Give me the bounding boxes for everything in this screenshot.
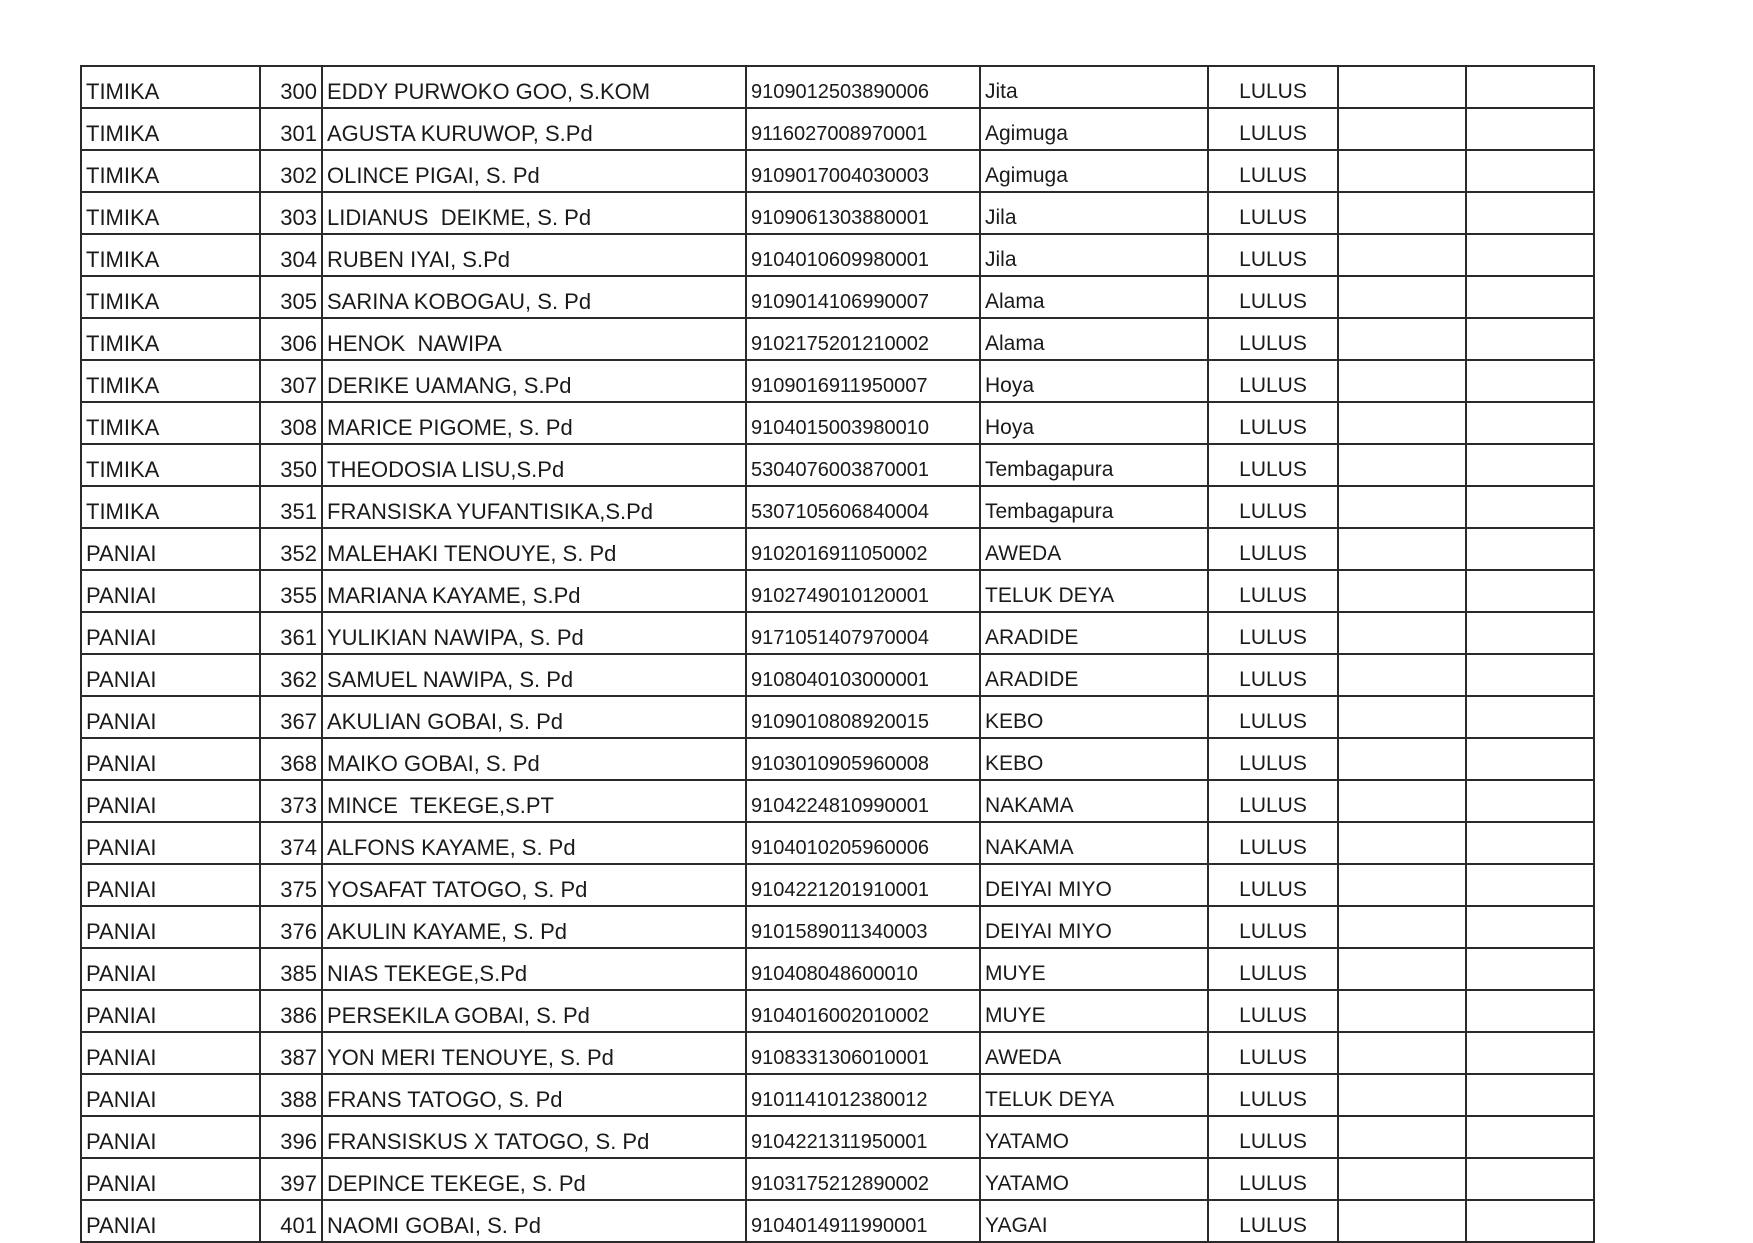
empty-cell [1466,1200,1594,1242]
location-cell: KEBO [980,696,1208,738]
number-cell: 373 [260,780,322,822]
empty-cell [1466,486,1594,528]
nik-cell: 9102749010120001 [746,570,980,612]
name-cell: EDDY PURWOKO GOO, S.KOM [322,66,746,108]
number-cell: 303 [260,192,322,234]
name-cell: FRANSISKA YUFANTISIKA,S.Pd [322,486,746,528]
number-cell: 401 [260,1200,322,1242]
empty-cell [1338,654,1466,696]
region-cell: TIMIKA [81,360,260,402]
nik-cell: 9104015003980010 [746,402,980,444]
nik-cell: 9103010905960008 [746,738,980,780]
region-cell: PANIAI [81,948,260,990]
empty-cell [1466,990,1594,1032]
region-cell: PANIAI [81,864,260,906]
number-cell: 368 [260,738,322,780]
name-cell: PERSEKILA GOBAI, S. Pd [322,990,746,1032]
empty-cell [1338,528,1466,570]
region-cell: TIMIKA [81,108,260,150]
name-cell: THEODOSIA LISU,S.Pd [322,444,746,486]
table-row [81,234,1594,276]
nik-cell: 9171051407970004 [746,612,980,654]
empty-cell [1338,402,1466,444]
empty-cell [1466,402,1594,444]
location-cell: Jita [980,66,1208,108]
number-cell: 397 [260,1158,322,1200]
status-cell: LULUS [1208,444,1338,486]
location-cell: ARADIDE [980,654,1208,696]
region-cell: PANIAI [81,780,260,822]
empty-cell [1466,1032,1594,1074]
nik-cell: 9109016911950007 [746,360,980,402]
region-cell: PANIAI [81,1200,260,1242]
table-row [81,990,1594,1032]
region-cell: TIMIKA [81,318,260,360]
nik-cell: 9104221201910001 [746,864,980,906]
status-cell: LULUS [1208,402,1338,444]
table-row [81,570,1594,612]
name-cell: AKULIN KAYAME, S. Pd [322,906,746,948]
name-cell: YULIKIAN NAWIPA, S. Pd [322,612,746,654]
name-cell: DERIKE UAMANG, S.Pd [322,360,746,402]
table-row [81,108,1594,150]
nik-cell: 5307105606840004 [746,486,980,528]
location-cell: DEIYAI MIYO [980,864,1208,906]
table-row [81,1032,1594,1074]
name-cell: LIDIANUS DEIKME, S. Pd [322,192,746,234]
location-cell: YAGAI [980,1200,1208,1242]
table-row [81,612,1594,654]
empty-cell [1338,234,1466,276]
location-cell: Agimuga [980,150,1208,192]
nik-cell: 9101141012380012 [746,1074,980,1116]
name-cell: MARIANA KAYAME, S.Pd [322,570,746,612]
status-cell: LULUS [1208,990,1338,1032]
region-cell: PANIAI [81,1116,260,1158]
location-cell: AWEDA [980,528,1208,570]
status-cell: LULUS [1208,66,1338,108]
status-cell: LULUS [1208,612,1338,654]
empty-cell [1338,192,1466,234]
location-cell: Tembagapura [980,486,1208,528]
status-cell: LULUS [1208,822,1338,864]
empty-cell [1338,1200,1466,1242]
empty-cell [1466,738,1594,780]
status-cell: LULUS [1208,1200,1338,1242]
status-cell: LULUS [1208,528,1338,570]
number-cell: 355 [260,570,322,612]
empty-cell [1466,276,1594,318]
nik-cell: 9109017004030003 [746,150,980,192]
table-row [81,150,1594,192]
region-cell: TIMIKA [81,192,260,234]
nik-cell: 9101589011340003 [746,906,980,948]
empty-cell [1338,612,1466,654]
location-cell: Agimuga [980,108,1208,150]
status-cell: LULUS [1208,486,1338,528]
empty-cell [1466,66,1594,108]
number-cell: 374 [260,822,322,864]
table-row [81,654,1594,696]
location-cell: NAKAMA [980,780,1208,822]
table-body [81,66,1594,1242]
empty-cell [1338,1116,1466,1158]
name-cell: FRANSISKUS X TATOGO, S. Pd [322,1116,746,1158]
table-row [81,780,1594,822]
table-row [81,276,1594,318]
name-cell: SARINA KOBOGAU, S. Pd [322,276,746,318]
empty-cell [1338,906,1466,948]
name-cell: AGUSTA KURUWOP, S.Pd [322,108,746,150]
number-cell: 304 [260,234,322,276]
location-cell: TELUK DEYA [980,570,1208,612]
name-cell: OLINCE PIGAI, S. Pd [322,150,746,192]
table-row [81,1074,1594,1116]
empty-cell [1338,1158,1466,1200]
region-cell: TIMIKA [81,150,260,192]
nik-cell: 9108040103000001 [746,654,980,696]
number-cell: 385 [260,948,322,990]
region-cell: TIMIKA [81,444,260,486]
nik-cell: 9104016002010002 [746,990,980,1032]
nik-cell: 9109014106990007 [746,276,980,318]
status-cell: LULUS [1208,864,1338,906]
number-cell: 307 [260,360,322,402]
nik-cell: 9104014911990001 [746,1200,980,1242]
empty-cell [1466,150,1594,192]
empty-cell [1338,570,1466,612]
name-cell: FRANS TATOGO, S. Pd [322,1074,746,1116]
number-cell: 367 [260,696,322,738]
empty-cell [1466,234,1594,276]
table-row [81,1200,1594,1242]
region-cell: PANIAI [81,528,260,570]
status-cell: LULUS [1208,318,1338,360]
empty-cell [1338,1074,1466,1116]
table-row [81,360,1594,402]
number-cell: 300 [260,66,322,108]
number-cell: 350 [260,444,322,486]
location-cell: KEBO [980,738,1208,780]
empty-cell [1338,738,1466,780]
region-cell: PANIAI [81,1158,260,1200]
name-cell: MALEHAKI TENOUYE, S. Pd [322,528,746,570]
region-cell: TIMIKA [81,402,260,444]
name-cell: MARICE PIGOME, S. Pd [322,402,746,444]
status-cell: LULUS [1208,570,1338,612]
location-cell: Jila [980,234,1208,276]
empty-cell [1466,444,1594,486]
table-row [81,1116,1594,1158]
number-cell: 388 [260,1074,322,1116]
empty-cell [1466,1158,1594,1200]
table-row [81,444,1594,486]
location-cell: Jila [980,192,1208,234]
number-cell: 387 [260,1032,322,1074]
number-cell: 305 [260,276,322,318]
table-row [81,1158,1594,1200]
region-cell: PANIAI [81,1074,260,1116]
location-cell: ARADIDE [980,612,1208,654]
location-cell: Hoya [980,402,1208,444]
status-cell: LULUS [1208,780,1338,822]
name-cell: NAOMI GOBAI, S. Pd [322,1200,746,1242]
region-cell: PANIAI [81,612,260,654]
location-cell: Tembagapura [980,444,1208,486]
empty-cell [1466,822,1594,864]
location-cell: TELUK DEYA [980,1074,1208,1116]
number-cell: 352 [260,528,322,570]
empty-cell [1338,780,1466,822]
nik-cell: 9104010609980001 [746,234,980,276]
empty-cell [1466,108,1594,150]
status-cell: LULUS [1208,1158,1338,1200]
nik-cell: 5304076003870001 [746,444,980,486]
region-cell: PANIAI [81,570,260,612]
empty-cell [1338,360,1466,402]
location-cell: AWEDA [980,1032,1208,1074]
table-row [81,696,1594,738]
nik-cell: 9104224810990001 [746,780,980,822]
location-cell: Alama [980,318,1208,360]
empty-cell [1466,612,1594,654]
nik-cell: 9109010808920015 [746,696,980,738]
name-cell: MINCE TEKEGE,S.PT [322,780,746,822]
empty-cell [1466,906,1594,948]
results-table [80,65,1595,1243]
region-cell: TIMIKA [81,276,260,318]
empty-cell [1466,1116,1594,1158]
name-cell: NIAS TEKEGE,S.Pd [322,948,746,990]
name-cell: YOSAFAT TATOGO, S. Pd [322,864,746,906]
region-cell: PANIAI [81,906,260,948]
location-cell: NAKAMA [980,822,1208,864]
number-cell: 386 [260,990,322,1032]
nik-cell: 9103175212890002 [746,1158,980,1200]
status-cell: LULUS [1208,948,1338,990]
table-row [81,486,1594,528]
location-cell: Alama [980,276,1208,318]
empty-cell [1338,696,1466,738]
name-cell: RUBEN IYAI, S.Pd [322,234,746,276]
name-cell: HENOK NAWIPA [322,318,746,360]
table-row [81,864,1594,906]
status-cell: LULUS [1208,360,1338,402]
name-cell: ALFONS KAYAME, S. Pd [322,822,746,864]
number-cell: 362 [260,654,322,696]
status-cell: LULUS [1208,906,1338,948]
region-cell: PANIAI [81,696,260,738]
number-cell: 302 [260,150,322,192]
status-cell: LULUS [1208,1116,1338,1158]
table-row [81,402,1594,444]
region-cell: TIMIKA [81,234,260,276]
empty-cell [1466,1074,1594,1116]
table-row [81,738,1594,780]
empty-cell [1466,192,1594,234]
empty-cell [1466,360,1594,402]
region-cell: PANIAI [81,1032,260,1074]
nik-cell: 9109012503890006 [746,66,980,108]
location-cell: Hoya [980,360,1208,402]
status-cell: LULUS [1208,738,1338,780]
number-cell: 361 [260,612,322,654]
name-cell: YON MERI TENOUYE, S. Pd [322,1032,746,1074]
table-row [81,906,1594,948]
empty-cell [1466,864,1594,906]
location-cell: MUYE [980,948,1208,990]
empty-cell [1466,318,1594,360]
number-cell: 375 [260,864,322,906]
status-cell: LULUS [1208,192,1338,234]
name-cell: MAIKO GOBAI, S. Pd [322,738,746,780]
region-cell: TIMIKA [81,66,260,108]
nik-cell: 9108331306010001 [746,1032,980,1074]
region-cell: PANIAI [81,822,260,864]
empty-cell [1466,948,1594,990]
name-cell: DEPINCE TEKEGE, S. Pd [322,1158,746,1200]
nik-cell: 9109061303880001 [746,192,980,234]
number-cell: 301 [260,108,322,150]
region-cell: PANIAI [81,654,260,696]
empty-cell [1338,948,1466,990]
empty-cell [1466,570,1594,612]
empty-cell [1466,528,1594,570]
status-cell: LULUS [1208,696,1338,738]
region-cell: PANIAI [81,738,260,780]
table-row [81,192,1594,234]
number-cell: 396 [260,1116,322,1158]
number-cell: 351 [260,486,322,528]
number-cell: 306 [260,318,322,360]
region-cell: TIMIKA [81,486,260,528]
empty-cell [1338,444,1466,486]
empty-cell [1466,696,1594,738]
status-cell: LULUS [1208,1032,1338,1074]
empty-cell [1338,822,1466,864]
location-cell: DEIYAI MIYO [980,906,1208,948]
number-cell: 376 [260,906,322,948]
nik-cell: 9116027008970001 [746,108,980,150]
status-cell: LULUS [1208,108,1338,150]
nik-cell: 9102175201210002 [746,318,980,360]
number-cell: 308 [260,402,322,444]
status-cell: LULUS [1208,1074,1338,1116]
name-cell: SAMUEL NAWIPA, S. Pd [322,654,746,696]
empty-cell [1338,108,1466,150]
table-row [81,318,1594,360]
nik-cell: 9104010205960006 [746,822,980,864]
table-row [81,528,1594,570]
empty-cell [1338,990,1466,1032]
empty-cell [1338,486,1466,528]
empty-cell [1338,276,1466,318]
empty-cell [1338,864,1466,906]
table-row [81,948,1594,990]
location-cell: MUYE [980,990,1208,1032]
empty-cell [1338,150,1466,192]
location-cell: YATAMO [980,1116,1208,1158]
table-row [81,822,1594,864]
region-cell: PANIAI [81,990,260,1032]
name-cell: AKULIAN GOBAI, S. Pd [322,696,746,738]
empty-cell [1466,654,1594,696]
status-cell: LULUS [1208,276,1338,318]
status-cell: LULUS [1208,150,1338,192]
nik-cell: 910408048600010 [746,948,980,990]
table-row [81,66,1594,108]
status-cell: LULUS [1208,654,1338,696]
location-cell: YATAMO [980,1158,1208,1200]
empty-cell [1338,66,1466,108]
status-cell: LULUS [1208,234,1338,276]
nik-cell: 9104221311950001 [746,1116,980,1158]
empty-cell [1466,780,1594,822]
empty-cell [1338,1032,1466,1074]
nik-cell: 9102016911050002 [746,528,980,570]
empty-cell [1338,318,1466,360]
